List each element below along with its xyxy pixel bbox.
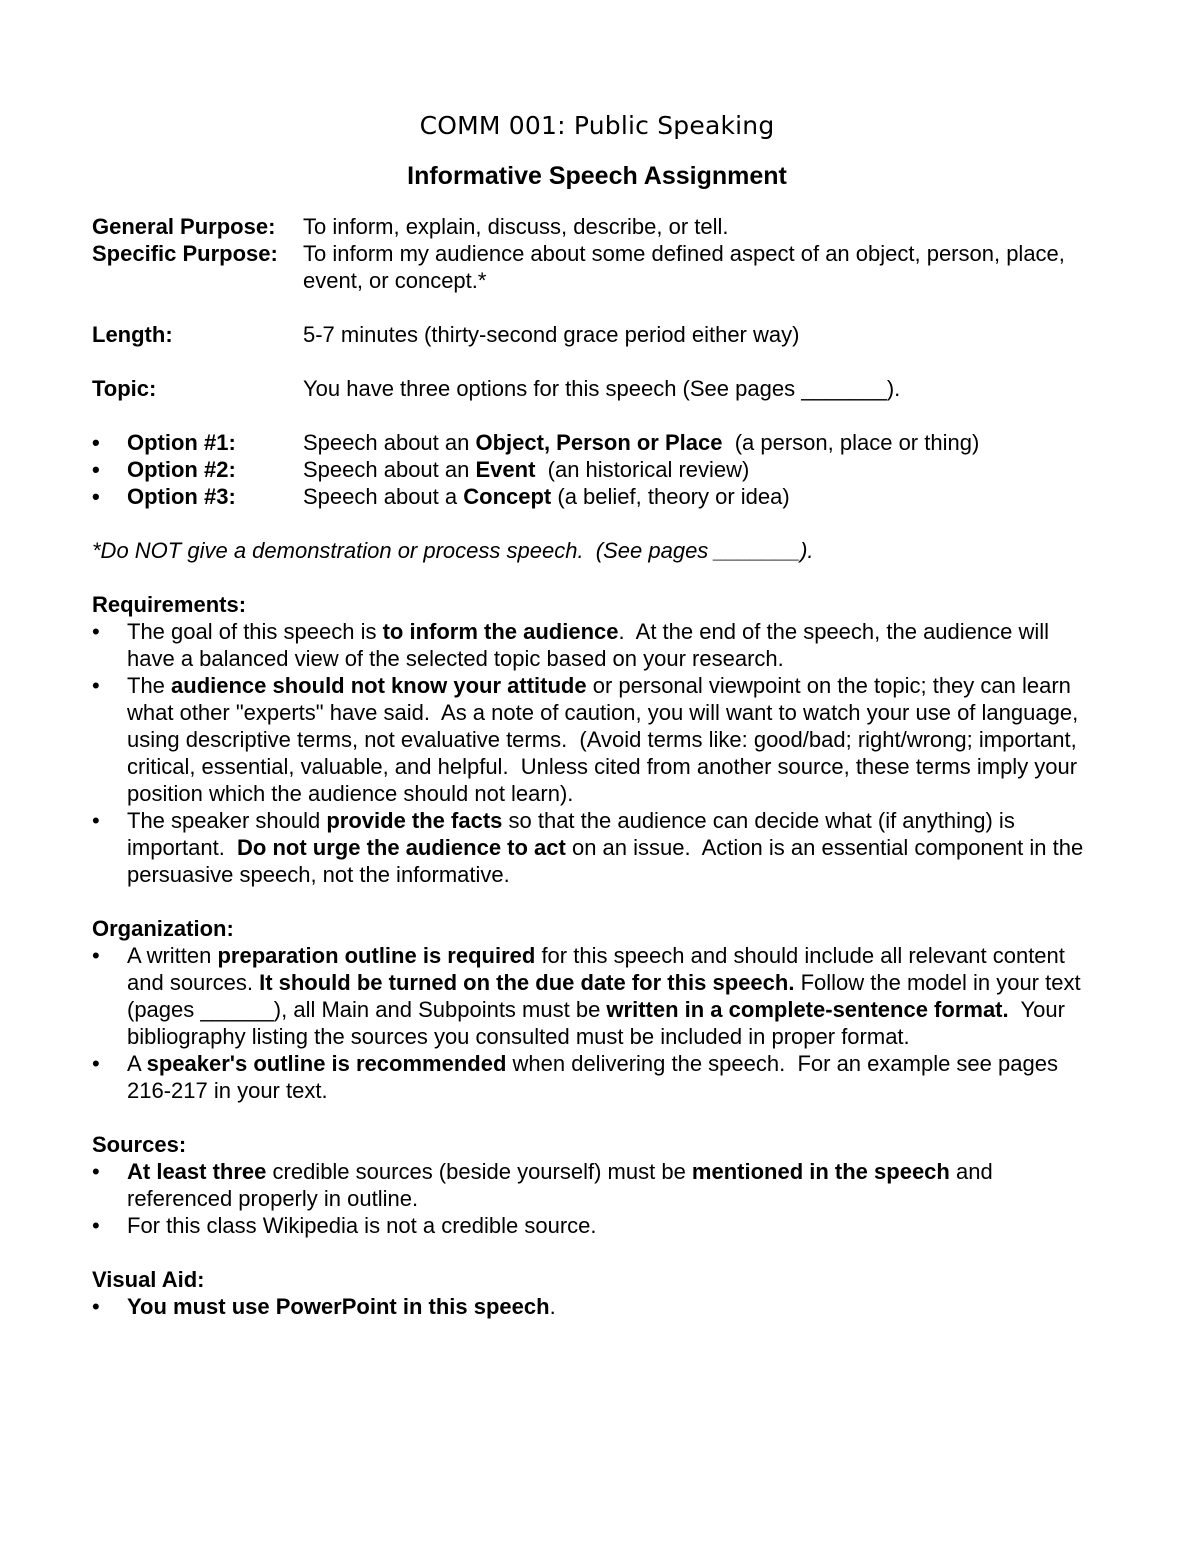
list-item (92, 807, 1102, 888)
general-purpose-row (92, 213, 1102, 240)
general-purpose-label: General Purpose: (92, 214, 276, 239)
organization-list (92, 942, 1102, 1104)
option-label: Option #1: (127, 430, 236, 455)
list-item-text: The audience should not know your attitude or personal viewpoint on the topic; they can learn what other "experts" have said. As a note of caution, you will want to watch your use of language, using descriptive terms, not evaluative terms. (Avoid terms like: good/bad; right/wrong; important, critical, essential, valuable, and helpful. Unless cited from another source, these terms imply your position which the audience should not learn). (127, 673, 1085, 806)
list-item-text: The speaker should provide the facts so that the audience can decide what (if anything) is important. Do not urge the audience to act on an issue. Action is an essential component in the persuasive speech, not the informative. (127, 808, 1090, 887)
visual-aid-list (92, 1293, 1102, 1320)
topic-options-list (92, 429, 1102, 510)
requirements-list (92, 618, 1102, 888)
specific-purpose-value: To inform my audience about some defined aspect of an object, person, place, event, or concept.* (303, 241, 1065, 293)
sources-heading: Sources: (92, 1132, 187, 1157)
option-item (92, 456, 1102, 483)
list-item-text: A speaker's outline is recommended when delivering the speech. For an example see pages 216-217 in your text. (127, 1051, 1065, 1103)
bullet-icon: • (92, 1213, 100, 1238)
bullet-icon: • (92, 1159, 100, 1184)
list-item-text: A written preparation outline is required for this speech and should include all relevant content and sources. It should be turned on the due date for this speech. Follow the model in your text (pages ______), all Main and Subpoints must be written in a complete-sentence format. Your bibliography listing the sources you consulted must be included in proper format. (127, 943, 1087, 1049)
list-item (92, 1158, 1102, 1212)
bullet-icon: • (92, 808, 100, 833)
list-item-text: You must use PowerPoint in this speech. (127, 1294, 556, 1319)
specific-purpose-label: Specific Purpose: (92, 241, 278, 266)
option-text: Speech about a Concept (a belief, theory or idea) (303, 484, 790, 509)
list-item (92, 942, 1102, 1050)
bullet-icon: • (92, 430, 100, 455)
course-title: COMM 001: Public Speaking (419, 111, 775, 140)
sources-list (92, 1158, 1102, 1239)
list-item (92, 618, 1102, 672)
organization-heading: Organization: (92, 916, 234, 941)
list-item (92, 1212, 1102, 1239)
topic-value: You have three options for this speech (See pages _______). (303, 376, 901, 401)
length-value: 5-7 minutes (thirty-second grace period either way) (303, 322, 800, 347)
general-purpose-value: To inform, explain, discuss, describe, or tell. (303, 214, 729, 239)
bullet-icon: • (92, 673, 100, 698)
requirements-heading: Requirements: (92, 592, 247, 617)
bullet-icon: • (92, 1051, 100, 1076)
bullet-icon: • (92, 457, 100, 482)
option-text: Speech about an Event (an historical review) (303, 457, 750, 482)
topic-row (92, 375, 1102, 402)
list-item-text: For this class Wikipedia is not a credible source. (127, 1213, 597, 1238)
bullet-icon: • (92, 943, 100, 968)
option-label: Option #3: (127, 484, 236, 509)
specific-purpose-row (92, 240, 1102, 294)
bullet-icon: • (92, 1294, 100, 1319)
option-item (92, 429, 1102, 456)
option-item (92, 483, 1102, 510)
visual-aid-heading: Visual Aid: (92, 1267, 205, 1292)
length-row (92, 321, 1102, 348)
list-item (92, 1050, 1102, 1104)
length-label: Length: (92, 322, 173, 347)
option-label: Option #2: (127, 457, 236, 482)
bullet-icon: • (92, 619, 100, 644)
bullet-icon: • (92, 484, 100, 509)
list-item-text: At least three credible sources (beside yourself) must be mentioned in the speech and referenced properly in outline. (127, 1159, 999, 1211)
document-page (92, 108, 1102, 1320)
list-item (92, 1293, 1102, 1320)
process-speech-note: *Do NOT give a demonstration or process speech. (See pages _______). (92, 538, 814, 563)
list-item-text: The goal of this speech is to inform the audience. At the end of the speech, the audience will have a balanced view of the selected topic based on your research. (127, 619, 1056, 671)
list-item (92, 672, 1102, 807)
assignment-title: Informative Speech Assignment (407, 162, 787, 190)
option-text: Speech about an Object, Person or Place (a person, place or thing) (303, 430, 980, 455)
topic-label: Topic: (92, 376, 157, 401)
